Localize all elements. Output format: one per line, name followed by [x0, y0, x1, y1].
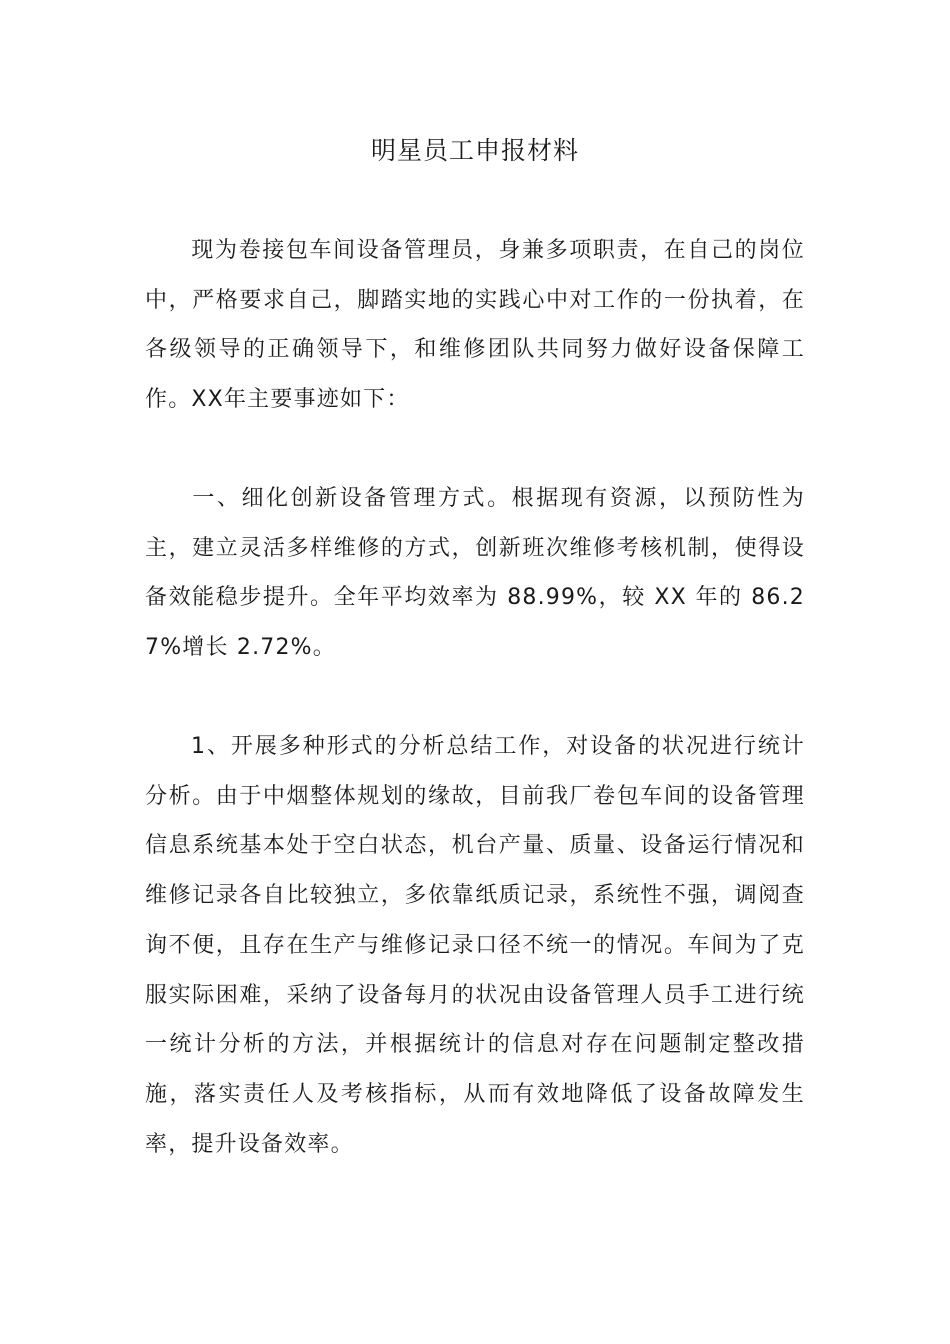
- paragraph-item-one: [145, 722, 805, 1169]
- paragraph-text: 一、细化创新设备管理方式。根据现有资源，以预防性为主，建立灵活多样维修的方式，创新班次维修考核机制，使得设备效能稳步提升。全年平均效率为 88.99%，较 XX 年的 86.27%增长 2.72%。: [145, 486, 805, 661]
- paragraph-text: 1、开展多种形式的分析总结工作，对设备的状况进行统计分析。由于中烟整体规划的缘故，目前我厂卷包车间的设备管理信息系统基本处于空白状态，机台产量、质量、设备运行情况和维修记录各自比较独立，多依靠纸质记录，系统性不强，调阅查询不便，且存在生产与维修记录口径不统一的情况。车间为了克服实际困难，采纳了设备每月的状况由设备管理人员手工进行统一统计分析的方法，并根据统计的信息对存在问题制定整改措施，落实责任人及考核指标，从而有效地降低了设备故障发生率，提升设备效率。: [145, 734, 805, 1157]
- document-title: 明星员工申报材料: [370, 136, 579, 165]
- paragraph-text: 现为卷接包车间设备管理员，身兼多项职责，在自己的岗位中，严格要求自己，脚踏实地的实践心中对工作的一份执着，在各级领导的正确领导下，和维修团队共同努力做好设备保障工作。XX年主要事迹如下：: [145, 238, 805, 413]
- paragraph-intro: [145, 226, 805, 425]
- paragraph-section-one: [145, 474, 805, 673]
